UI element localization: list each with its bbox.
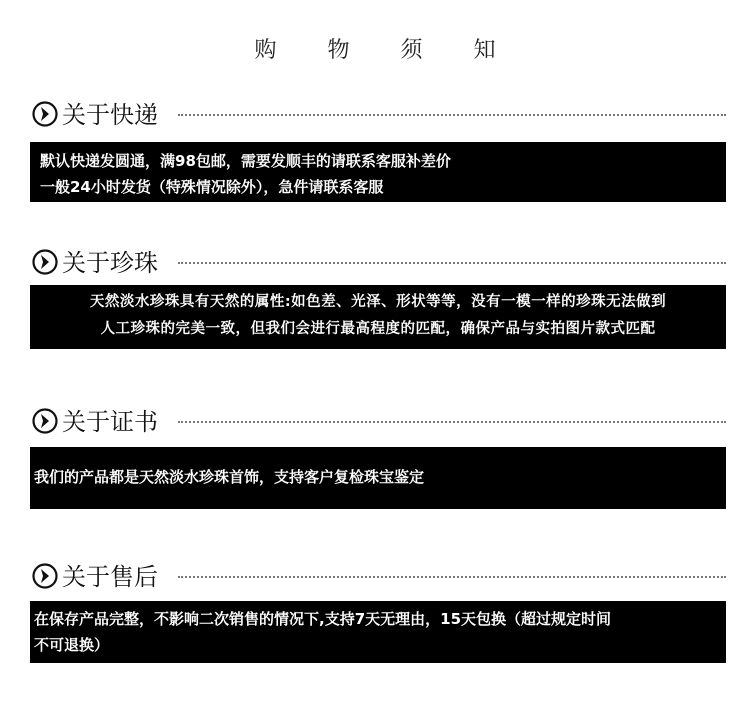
dotted-divider	[178, 421, 726, 423]
section-title-after-sales: 关于售后	[62, 563, 158, 591]
notice-panel-express	[30, 142, 726, 202]
notice-line: 不可退换）	[34, 636, 110, 654]
circle-arrow-right-icon	[32, 563, 58, 589]
notice-line: 在保存产品完整，不影响二次销售的情况下,支持7天无理由，15天包换（超过规定时间	[34, 610, 612, 628]
notice-line: 一般24小时发货（特殊情况除外），急件请联系客服	[40, 178, 384, 196]
page-title: 购 物 须 知	[254, 38, 518, 63]
section-title-certificate: 关于证书	[62, 408, 158, 436]
notice-panel-after-sales	[30, 601, 726, 663]
notice-panel-certificate	[30, 447, 726, 509]
dotted-divider	[178, 576, 726, 578]
section-header-express	[30, 97, 726, 133]
dotted-divider	[178, 262, 726, 264]
circle-arrow-right-icon	[32, 249, 58, 275]
section-header-certificate	[30, 404, 726, 440]
notice-line: 我们的产品都是天然淡水珍珠首饰，支持客户复检珠宝鉴定	[34, 468, 425, 486]
notice-line: 默认快递发圆通，满98包邮，需要发顺丰的请联系客服补差价	[40, 152, 451, 170]
notice-line: 人工珍珠的完美一致，但我们会进行最高程度的匹配，确保产品与实拍图片款式匹配	[100, 321, 656, 337]
notice-line: 天然淡水珍珠具有天然的属性:如色差、光泽、形状等等，没有一模一样的珍珠无法做到	[89, 294, 667, 310]
section-title-pearl: 关于珍珠	[62, 249, 158, 277]
circle-arrow-right-icon	[32, 408, 58, 434]
section-header-after-sales	[30, 559, 726, 595]
dotted-divider	[178, 114, 726, 116]
section-title-express: 关于快递	[62, 101, 158, 129]
section-header-pearl	[30, 245, 726, 281]
circle-arrow-right-icon	[32, 101, 58, 127]
notice-panel-pearl	[30, 285, 726, 349]
